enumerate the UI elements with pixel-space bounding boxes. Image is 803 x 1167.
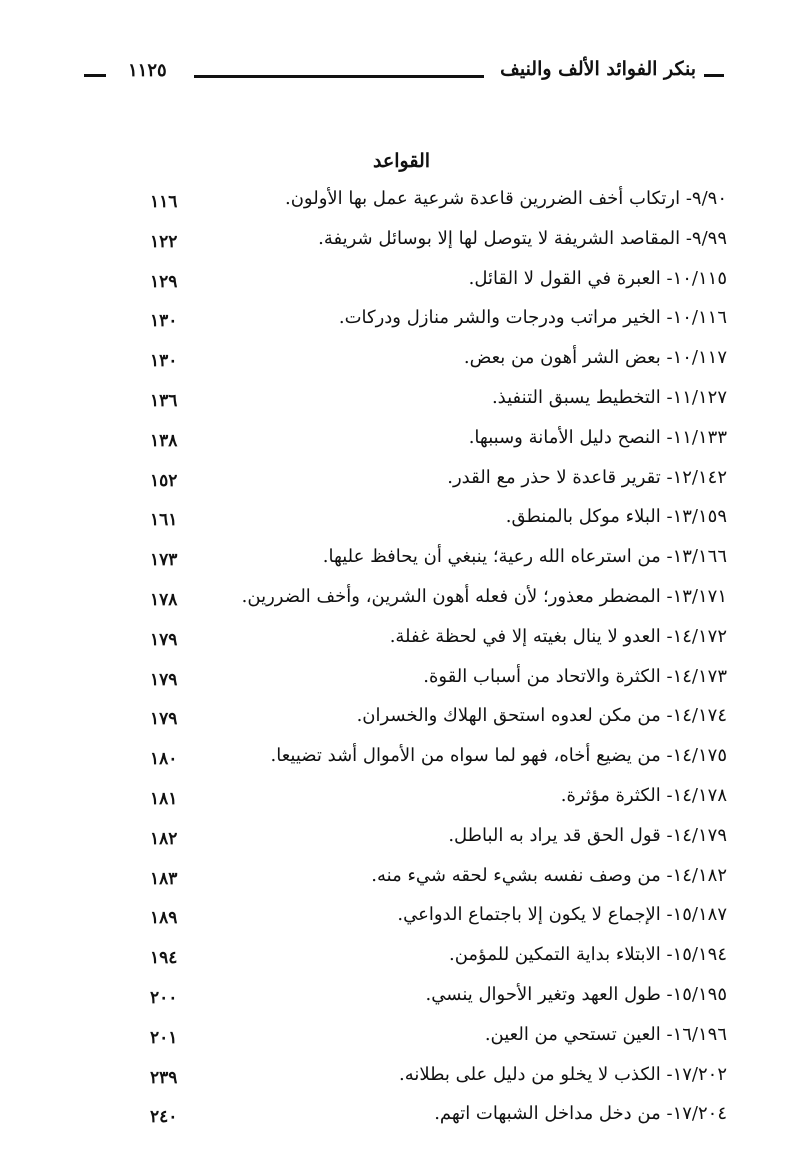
index-entry (0, 345, 803, 385)
entry-separator: - (660, 546, 673, 568)
index-entry (0, 1101, 803, 1141)
entry-ref: ١٤/١٧٩ (672, 824, 727, 846)
entry-text (561, 785, 727, 806)
entry-page-number: ١٨١ (150, 788, 178, 809)
entry-body: من وصف نفسه بشيء لحقه شيء منه. (371, 864, 661, 886)
entry-ref: ١٣/١٧١ (672, 585, 727, 607)
entry-page-number: ٢٣٩ (150, 1067, 178, 1088)
entry-separator: - (680, 227, 692, 249)
entry-separator: - (660, 426, 673, 448)
entry-text (339, 307, 727, 328)
entry-page-number: ١٩٤ (150, 948, 178, 969)
entry-ref: ١١/١٣٣ (672, 426, 727, 448)
entry-page-number: ١٣٦ (150, 390, 178, 411)
entry-page-number: ٢٤٠ (150, 1107, 178, 1128)
entry-separator: - (660, 1063, 673, 1085)
entry-ref: ١٥/١٨٧ (672, 904, 727, 926)
entry-body: المضطر معذور؛ لأن فعله أهون الشرين، وأخف الضررين. (241, 585, 661, 607)
entry-text (506, 506, 727, 527)
entry-page-number: ١٣٠ (150, 311, 178, 332)
entry-text (357, 705, 727, 726)
index-entry (0, 1022, 803, 1062)
entry-separator: - (660, 307, 673, 329)
entry-ref: ١٤/١٧٢ (672, 625, 727, 647)
header-rule (194, 75, 484, 78)
section-title: القواعد (372, 150, 431, 172)
entry-page-number: ١١٦ (150, 192, 178, 212)
entry-body: من دخل مداخل الشبهات اتهم. (434, 1103, 661, 1125)
entry-page-number: ١٨٢ (150, 828, 178, 849)
entry-ref: ١٤/١٧٤ (672, 705, 727, 727)
header-dash-left (84, 74, 106, 77)
entry-separator: - (660, 625, 673, 647)
entry-text (285, 188, 727, 209)
entry-ref: ١٢/١٤٢ (672, 466, 727, 488)
entry-separator: - (660, 506, 673, 528)
entry-ref: ١٤/١٧٥ (672, 745, 727, 767)
entry-ref: ١٤/١٨٢ (672, 864, 727, 886)
index-entry (0, 743, 803, 783)
entry-body: من استرعاه الله رعية؛ ينبغي أن يحافظ عليها. (322, 546, 661, 568)
entry-text (447, 467, 727, 488)
entry-text (464, 347, 727, 368)
entry-text (485, 1024, 727, 1045)
entry-separator: - (660, 1103, 673, 1125)
entry-separator: - (660, 745, 673, 767)
entry-page-number: ١٧٩ (150, 629, 178, 650)
entry-body: الكذب لا يخلو من دليل على بطلانه. (398, 1063, 661, 1085)
entry-ref: ١٠/١١٥ (672, 267, 727, 289)
index-entry (0, 425, 803, 465)
book-title: بنكر الفوائد الألف والنيف (500, 58, 696, 80)
entry-ref: ١٥/١٩٥ (672, 983, 727, 1005)
index-entry (0, 584, 803, 624)
entry-body: العين تستحي من العين. (484, 1023, 661, 1045)
index-entry (0, 1062, 803, 1102)
entry-text (242, 586, 727, 607)
entry-body: النصح دليل الأمانة وسببها. (468, 426, 661, 448)
index-entry (0, 823, 803, 863)
entry-page-number: ١٨٣ (150, 868, 178, 889)
entry-ref: ٩/٩٩ (691, 227, 727, 249)
entry-ref: ١٤/١٧٨ (672, 784, 727, 806)
entry-page-number: ٢٠٠ (150, 987, 178, 1008)
entry-separator: - (660, 386, 673, 408)
entry-text (323, 546, 727, 567)
entry-body: العبرة في القول لا القائل. (468, 267, 661, 289)
entry-separator: - (660, 864, 673, 886)
entry-text (318, 228, 727, 249)
index-entry (0, 266, 803, 306)
entry-ref: ١٧/٢٠٢ (672, 1063, 727, 1085)
entry-separator: - (660, 944, 673, 966)
running-header (84, 58, 724, 88)
entry-separator: - (660, 904, 673, 926)
entry-text (434, 1103, 727, 1124)
entry-body: تقرير قاعدة لا حذر مع القدر. (447, 466, 661, 488)
entry-page-number: ١٧٣ (150, 550, 178, 571)
entry-body: ارتكاب أخف الضررين قاعدة شرعية عمل بها الأولون. (284, 188, 681, 209)
page-number: ١١٢٥ (128, 60, 167, 81)
entry-body: الابتلاء بداية التمكين للمؤمن. (448, 944, 661, 966)
entry-body: البلاء موكل بالمنطق. (505, 506, 661, 528)
entry-page-number: ١٢٩ (150, 271, 178, 292)
entry-page-number: ١٢٢ (150, 231, 178, 252)
entry-ref: ١١/١٢٧ (672, 386, 727, 408)
entry-separator: - (660, 585, 673, 607)
index-entry (0, 703, 803, 743)
entry-ref: ١٣/١٦٦ (672, 546, 727, 568)
entry-page-number: ١٣٨ (150, 430, 178, 451)
entry-body: الكثرة مؤثرة. (560, 784, 661, 806)
entry-page-number: ١٣٠ (150, 351, 178, 372)
entry-page-number: ٢٠١ (150, 1027, 178, 1048)
entry-separator: - (660, 824, 673, 846)
entry-body: بعض الشر أهون من بعض. (463, 347, 661, 369)
entry-ref: ١٥/١٩٤ (672, 944, 727, 966)
entry-body: قول الحق قد يراد به الباطل. (448, 824, 661, 846)
entry-body: من مكن لعدوه استحق الهلاك والخسران. (356, 705, 661, 727)
entry-separator: - (680, 188, 692, 209)
entry-body: من يضيع أخاه، فهو لما سواه من الأموال أشد تضييعا. (270, 745, 661, 767)
entry-text (448, 825, 727, 846)
entry-body: طول العهد وتغير الأحوال ينسي. (425, 983, 661, 1005)
entry-ref: ١٧/٢٠٤ (672, 1103, 727, 1125)
entry-ref: ١٣/١٥٩ (672, 506, 727, 528)
index-entry (0, 664, 803, 704)
entry-separator: - (660, 466, 673, 488)
entry-ref: ١٠/١١٧ (672, 347, 727, 369)
index-entry (0, 902, 803, 942)
entry-body: المقاصد الشريفة لا يتوصل لها إلا بوسائل شريفة. (318, 227, 681, 249)
entry-ref: ١٤/١٧٣ (672, 665, 727, 687)
entry-separator: - (660, 705, 673, 727)
entry-text (271, 745, 727, 766)
index-entry (0, 226, 803, 266)
index-list (0, 186, 803, 1141)
entry-separator: - (660, 784, 673, 806)
entry-page-number: ١٨٠ (150, 749, 178, 770)
entry-page-number: ١٨٩ (150, 908, 178, 929)
index-entry (0, 504, 803, 544)
entry-page-number: ١٦١ (150, 510, 178, 531)
index-entry (0, 863, 803, 903)
entry-page-number: ١٧٨ (150, 589, 178, 610)
entry-text (492, 387, 727, 408)
header-dash-right (704, 74, 724, 77)
entry-body: العدو لا ينال بغيته إلا في لحظة غفلة. (389, 625, 661, 647)
entry-separator: - (660, 347, 673, 369)
entry-separator: - (660, 665, 673, 687)
entry-text (399, 1064, 727, 1085)
entry-ref: ٩/٩٠ (691, 188, 727, 209)
entry-ref: ١٠/١١٦ (672, 307, 727, 329)
entry-page-number: ١٧٩ (150, 709, 178, 730)
index-entry (0, 783, 803, 823)
entry-text (469, 268, 727, 289)
entry-separator: - (660, 1023, 673, 1045)
entry-text (397, 904, 727, 925)
index-entry (0, 305, 803, 345)
entry-body: الخير مراتب ودرجات والشر منازل ودركات. (338, 307, 661, 329)
index-entry (0, 465, 803, 505)
index-entry (0, 186, 803, 226)
index-entry (0, 982, 803, 1022)
entry-page-number: ١٧٩ (150, 669, 178, 690)
entry-text (449, 944, 727, 965)
index-entry (0, 544, 803, 584)
entry-separator: - (660, 983, 673, 1005)
index-entry (0, 385, 803, 425)
entry-text (371, 865, 727, 886)
index-entry (0, 942, 803, 982)
entry-body: التخطيط يسبق التنفيذ. (491, 386, 661, 408)
entry-text (426, 984, 727, 1005)
entry-body: الإجماع لا يكون إلا باجتماع الدواعي. (397, 904, 661, 926)
entry-text (423, 666, 727, 687)
index-entry (0, 624, 803, 664)
entry-body: الكثرة والاتحاد من أسباب القوة. (423, 665, 661, 687)
entry-text (390, 626, 727, 647)
entry-ref: ١٦/١٩٦ (672, 1023, 727, 1045)
entry-page-number: ١٥٢ (150, 470, 178, 491)
entry-separator: - (660, 267, 673, 289)
entry-text (469, 427, 727, 448)
